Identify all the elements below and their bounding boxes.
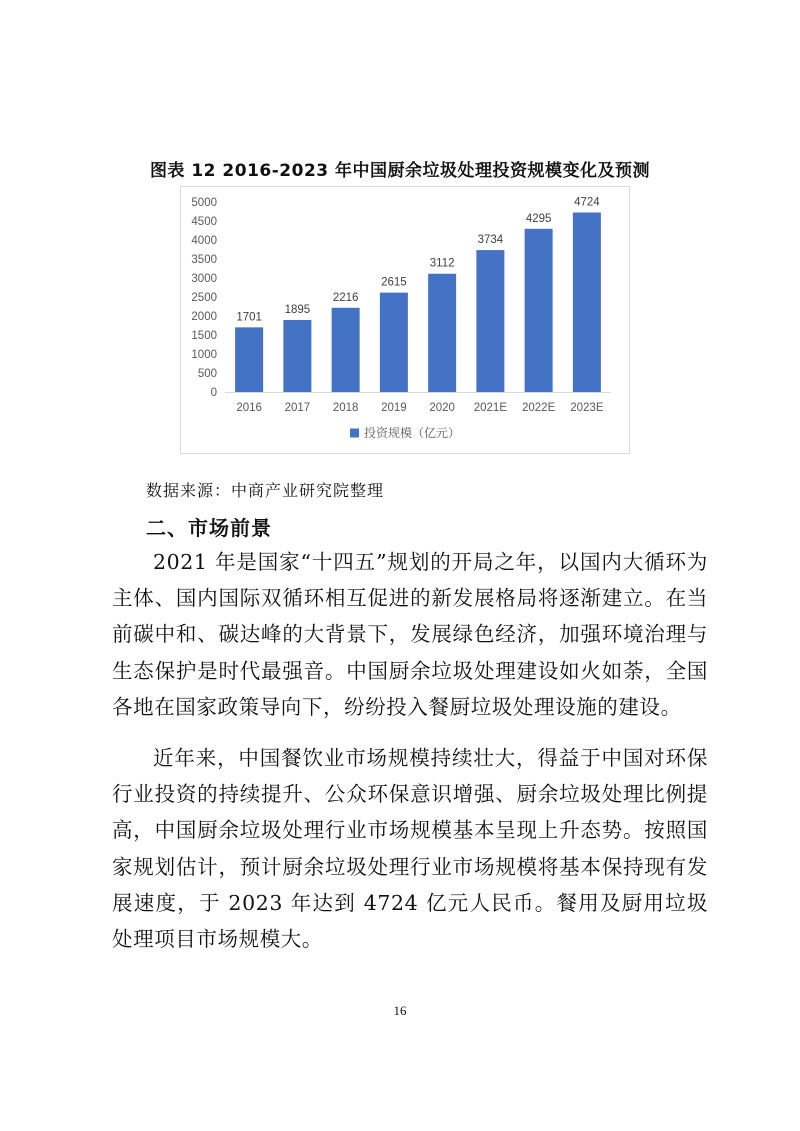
x-tick-label: 2023E	[570, 402, 604, 414]
y-tick-label: 2000	[191, 311, 217, 323]
legend-label: 投资规模（亿元）	[363, 426, 461, 440]
bar	[380, 293, 408, 392]
data-label: 1895	[284, 303, 311, 316]
y-tick-label: 3500	[191, 254, 217, 266]
y-tick-label: 1500	[191, 330, 217, 342]
chart-svg	[181, 187, 629, 453]
x-tick-label: 2016	[236, 402, 262, 414]
legend-swatch	[350, 429, 359, 438]
y-tick-label: 5000	[191, 197, 217, 209]
y-tick-label: 1000	[191, 349, 217, 361]
bar-chart	[180, 186, 630, 454]
bar	[235, 327, 263, 392]
figure-title: 图表 12 2016-2023 年中国厨余垃圾处理投资规模变化及预测	[149, 161, 651, 181]
data-label: 1701	[236, 311, 262, 324]
data-source-note: 数据来源：中商产业研究院整理	[146, 481, 385, 500]
x-tick-label: 2019	[381, 402, 407, 414]
x-tick-label: 2021E	[473, 402, 508, 414]
bar	[283, 320, 311, 392]
bar	[476, 250, 504, 392]
data-label: 3734	[477, 234, 504, 247]
y-tick-label: 500	[197, 368, 217, 380]
x-tick-label: 2022E	[521, 402, 556, 414]
page-number: 16	[393, 1003, 407, 1018]
paragraph-2: 近年来，中国餐饮业市场规模持续壮大，得益于中国对环保行业投资的持续提升、公众环保意识增强、厨余垃圾处理比例提高，中国厨余垃圾处理行业市场规模基本呈现上升态势。按照国家规划估计，预计厨余垃圾处理行业市场规模将基本保持现有发展速度，于 2023 年达到 4724 亿元人民币。餐用及厨用垃圾处理项目市场规模大。	[112, 746, 708, 952]
bar	[525, 229, 553, 392]
bar	[573, 212, 601, 392]
y-tick-label: 3000	[191, 273, 217, 285]
x-tick-label: 2020	[429, 402, 455, 414]
section-heading: 二、市场前景	[146, 516, 272, 540]
y-tick-label: 4500	[191, 216, 217, 228]
data-label: 2615	[381, 276, 407, 289]
x-tick-label: 2018	[332, 402, 359, 414]
bar	[428, 274, 456, 392]
data-label: 2216	[332, 291, 359, 304]
bar	[332, 308, 360, 392]
data-label: 4724	[574, 196, 600, 209]
x-tick-label: 2017	[284, 402, 311, 414]
data-label: 4295	[525, 212, 552, 225]
paragraph-1: 2021 年是国家“十四五”规划的开局之年，以国内大循环为主体、国内国际双循环相互促进的新发展格局将逐渐建立。在当前碳中和、碳达峰的大背景下，发展绿色经济，加强环境治理与生态保护是时代最强音。中国厨余垃圾处理建设如火如荼，全国各地在国家政策导向下，纷纷投入餐厨垃圾处理设施的建设。	[112, 550, 708, 719]
data-label: 3112	[429, 257, 455, 270]
y-tick-label: 4000	[191, 235, 217, 247]
y-tick-label: 2500	[191, 292, 217, 304]
y-tick-label: 0	[210, 387, 217, 399]
